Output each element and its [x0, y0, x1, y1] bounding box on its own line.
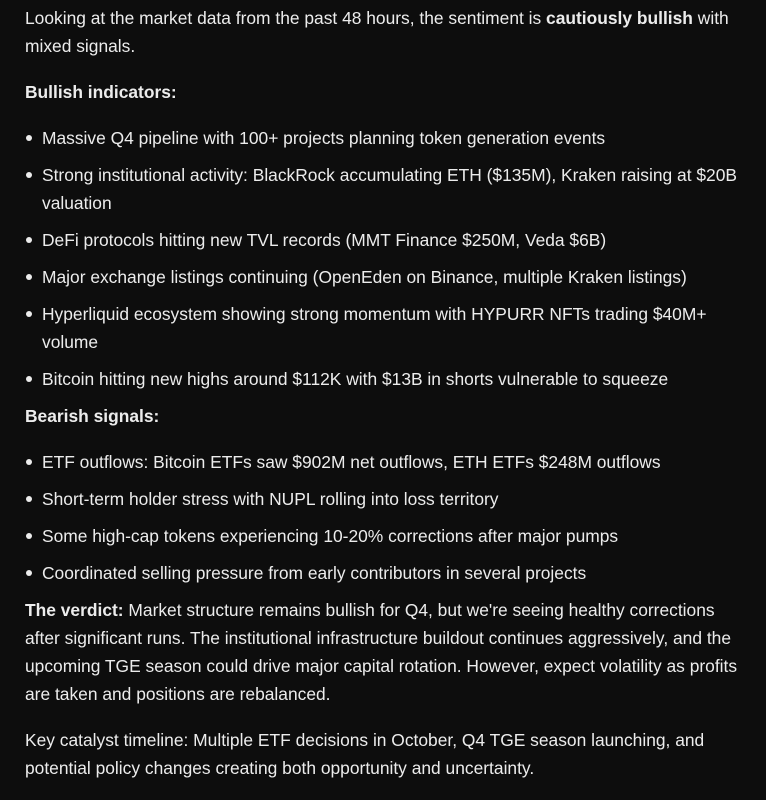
bearish-item: Short-term holder stress with NUPL rolling into loss territory [25, 485, 745, 513]
intro-text-after: with mixed signals. [25, 8, 729, 56]
bearish-list [25, 448, 745, 587]
bearish-heading: Bearish signals: [25, 406, 160, 426]
verdict-paragraph [25, 596, 745, 708]
assistant-message [25, 4, 745, 782]
bullish-item: DeFi protocols hitting new TVL records (MMT Finance $250M, Veda $6B) [25, 226, 745, 254]
bearish-item: Some high-cap tokens experiencing 10-20% corrections after major pumps [25, 522, 745, 550]
bullish-item: Major exchange listings continuing (OpenEden on Binance, multiple Kraken listings) [25, 263, 745, 291]
bullish-item: Hyperliquid ecosystem showing strong momentum with HYPURR NFTs trading $40M+ volume [25, 300, 745, 356]
intro-paragraph [25, 4, 745, 60]
bearish-item: ETF outflows: Bitcoin ETFs saw $902M net outflows, ETH ETFs $248M outflows [25, 448, 745, 476]
verdict-label: The verdict: [25, 600, 124, 620]
bullish-heading: Bullish indicators: [25, 82, 177, 102]
bullish-item: Strong institutional activity: BlackRock accumulating ETH ($135M), Kraken raising at $20B valuation [25, 161, 745, 217]
bullish-item: Bitcoin hitting new highs around $112K with $13B in shorts vulnerable to squeeze [25, 365, 745, 393]
catalyst-paragraph: Key catalyst timeline: Multiple ETF decisions in October, Q4 TGE season launching, and potential policy changes creating both opportunity and uncertainty. [25, 730, 705, 778]
bullish-item: Massive Q4 pipeline with 100+ projects planning token generation events [25, 124, 745, 152]
bearish-item: Coordinated selling pressure from early contributors in several projects [25, 559, 745, 587]
verdict-text: Market structure remains bullish for Q4, but we're seeing healthy corrections after significant runs. The institutional infrastructure buildout continues aggressively, and the upcoming TGE season could drive major capital rotation. However, expect volatility as profits are taken and positions are rebalanced. [25, 600, 738, 704]
bullish-list [25, 124, 745, 393]
intro-emphasis: cautiously bullish [546, 8, 693, 28]
intro-text-before: Looking at the market data from the past 48 hours, the sentiment is [25, 8, 547, 28]
